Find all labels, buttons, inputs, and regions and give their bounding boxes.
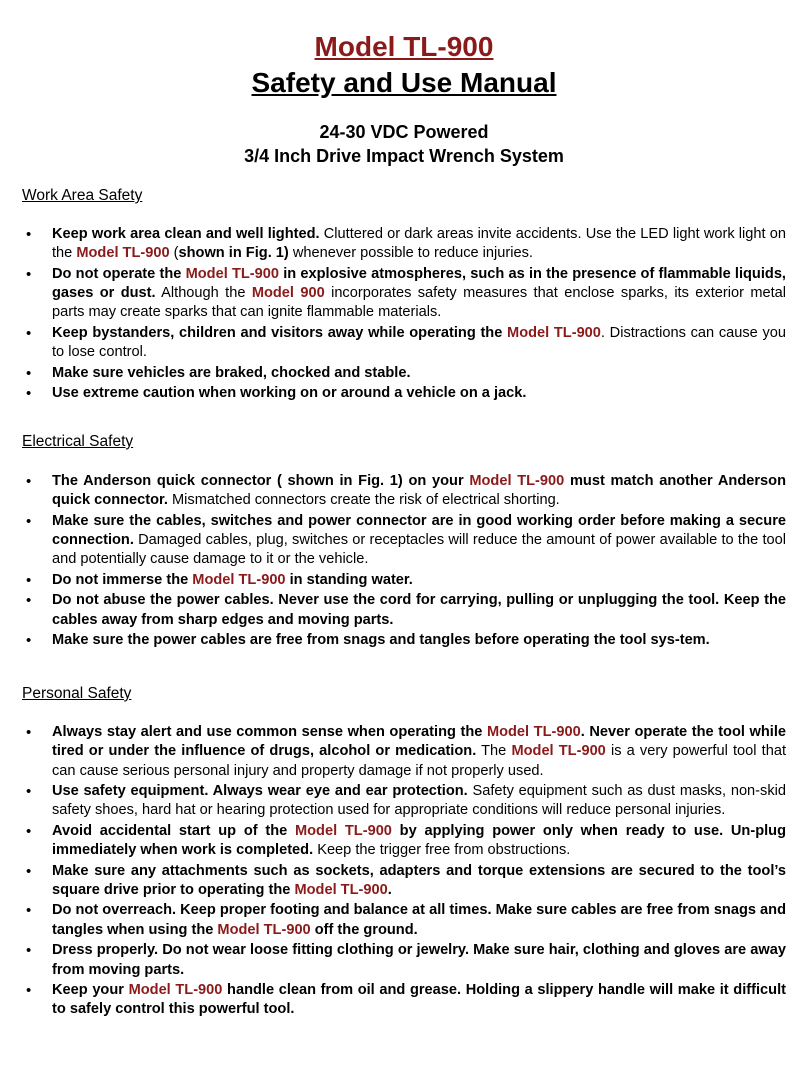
list-item: • The Anderson quick connector ( shown in Fig. 1) on your Model TL-900 must match another Anderson quick connector. Mismatched connectors create the risk of electrical shorting. bbox=[22, 472, 786, 511]
list-item: • Keep your Model TL-900 handle clean from oil and grease. Holding a slippery handle will make it difficult to safely control this powerful tool. bbox=[22, 981, 786, 1020]
power-line: 24-30 VDC Powered bbox=[319, 122, 489, 142]
list-item: • Make sure vehicles are braked, chocked and stable. bbox=[22, 364, 786, 383]
electrical-heading: Electrical Safety bbox=[22, 433, 134, 450]
list-item: • Use extreme caution when working on or around a vehicle on a jack. bbox=[22, 384, 786, 403]
list-item: • Make sure the cables, switches and power connector are in good working order before making a secure connection. Damaged cables, plug, switches or receptacles will reduce the amount of power available to the tool and potentially cause damage to it or the vehicle. bbox=[22, 512, 786, 570]
list-item: • Avoid accidental start up of the Model TL-900 by applying power only when ready to use. Un-plug immediately when work is completed. Keep the trigger free from obstructions. bbox=[22, 822, 786, 861]
list-item: • Use safety equipment. Always wear eye and ear protection. Safety equipment such as dust masks, non-skid safety shoes, hard hat or hearing protection used for appropriate conditions will reduce personal injuries. bbox=[22, 782, 786, 821]
list-item: • Do not overreach. Keep proper footing and balance at all times. Make sure cables are free from snags and tangles when using the Model TL-900 off the ground. bbox=[22, 901, 786, 940]
list-item: • Do not abuse the power cables. Never use the cord for carrying, pulling or unplugging the tool. Keep the cables away from sharp edges and moving parts. bbox=[22, 591, 786, 630]
work-area-list bbox=[22, 225, 786, 405]
list-item: • Keep work area clean and well lighted. Cluttered or dark areas invite accidents. Use the LED light work light on the Model TL-900 (shown in Fig. 1) whenever possible to reduce injuries. bbox=[22, 225, 786, 264]
electrical-list bbox=[22, 472, 786, 652]
list-item: • Always stay alert and use common sense when operating the Model TL-900. Never operate the tool while tired or under the influence of drugs, alcohol or medication. The Model TL-900 is a very powerful tool that can cause serious personal injury and property damage if not properly used. bbox=[22, 723, 786, 781]
page-subtitle: Safety and Use Manual bbox=[251, 67, 557, 98]
list-item: • Dress properly. Do not wear loose fitting clothing or jewelry. Make sure hair, clothing and gloves are away from moving parts. bbox=[22, 941, 786, 980]
work-area-heading: Work Area Safety bbox=[22, 187, 143, 204]
personal-heading: Personal Safety bbox=[22, 685, 132, 702]
list-item: • Do not operate the Model TL-900 in explosive atmospheres, such as in the presence of flammable liquids, gases or dust. Although the Model 900 incorporates safety measures that enclose sparks, its exterior metal parts may create sparks that can ignite flammable materials. bbox=[22, 265, 786, 323]
list-item: • Make sure any attachments such as sockets, adapters and torque extensions are secured to the tool’s square drive prior to operating the Model TL-900. bbox=[22, 862, 786, 901]
personal-list bbox=[22, 723, 786, 1021]
list-item: • Make sure the power cables are free from snags and tangles before operating the tool sys-tem. bbox=[22, 631, 786, 650]
page-title: Model TL-900 bbox=[314, 31, 494, 62]
drive-line: 3/4 Inch Drive Impact Wrench System bbox=[244, 146, 564, 166]
list-item: • Do not immerse the Model TL-900 in standing water. bbox=[22, 571, 786, 590]
list-item: • Keep bystanders, children and visitors away while operating the Model TL-900. Distractions can cause you to lose control. bbox=[22, 324, 786, 363]
